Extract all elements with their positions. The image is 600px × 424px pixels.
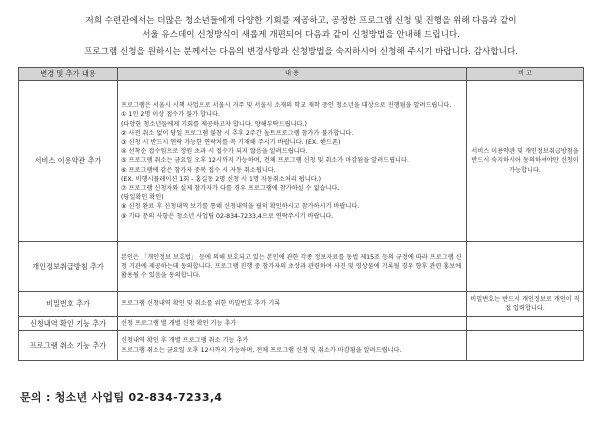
content-line: 신청내역 확인 후 개별 프로그램 취소 기능 추가 xyxy=(121,337,249,345)
content-line: 프로그램은 서울시 시책 사업으로 서울시 거주 및 서울시 소재의 학교 재학 중인 청소년을 대상으로 진행됨을 알려드립니다. xyxy=(121,102,452,110)
row-remark: 비밀번호는 반드시 개인정보로 개인이 직접 입력합니다. xyxy=(467,292,584,317)
table-header-row xyxy=(19,68,584,81)
content-line: ① 1인 2명 이상 접수가 불가 합니다. xyxy=(121,111,220,119)
content-line: 신청 프로그램 별 개별 신청 확인 기능 추가 xyxy=(121,319,237,327)
content-line: ⑤ 프로그램 취소는 금요일 오후 12시까지 가능하며, 전체 프로그램 신청 및 취소가 마감됨을 알려드립니다. xyxy=(121,157,409,165)
change-table xyxy=(18,67,584,361)
content-line: (다양한 청소년들에게 기회를 제공하고자 합니다. 양해부탁드립니다.) xyxy=(121,120,307,128)
contact-label: 문의 : xyxy=(20,391,51,404)
intro-text xyxy=(18,14,584,42)
row-label: 개인정보취급방침 추가 xyxy=(19,242,118,292)
row-remark: 서비스 이용약관 및 개인정보취급방침을 반드시 숙지하시어 동의하셔야만 신청이 가능합니다. xyxy=(467,81,584,242)
header-change: 변경 및 추가 내용 xyxy=(19,68,118,81)
row-content xyxy=(118,292,467,317)
row-remark xyxy=(467,242,584,292)
content-line: ⑦ 프로그램 신청자와 실제 참가자가 다를 경우 프로그램에 참가하실 수 없습니다. xyxy=(121,185,340,192)
content-line: 프로그램 신청내역 확인 및 취소를 위한 비밀번호 추가 기록 xyxy=(121,300,281,308)
content-line: ⑨ 기타 문의 사항은 청소년 사업팀 02-834-7233,4으로 연락주시기 바랍니다. xyxy=(121,212,334,220)
content-line: (당일확인 확인) xyxy=(121,194,164,202)
content-line: ③ 신청 시 반드시 연락 가능한 연락처를 꼭 기재해 주시기 바랍니다. (EX. 핸드폰) xyxy=(121,138,341,146)
content-line: ④ 선착순 접수임으로 정원 초과 시 접수가 되지 않음을 알려드립니다. xyxy=(121,148,308,156)
contact-text: 청소년 사업팀 02-834-7233,4 xyxy=(54,391,223,404)
intro-line-3: 프로그램 신청을 원하시는 분께서는 다음의 변경사항과 신청방법을 숙지하시어 신청해 주시기 바랍니다. 감사합니다. xyxy=(84,47,518,57)
content-line: ⑧ 신청 완료 후 신청내역 보기를 통해 신청내역을 필히 확인하시고 참가하시기 바랍니다. xyxy=(121,203,360,211)
intro-line-2: 서울 유스데이 신청방식이 새롭게 개편되어 다음과 같이 신청방법을 안내해 드립니다. xyxy=(142,30,460,40)
content-line: 본인은 「개인정보 보호법」 등에 의해 보호되고 있는 본인에 관한 각종 정보자료를 동법 제15조 등의 규정에 따라 프로그램 신청 기관에 제공하는데 동의합니다. 프로그램 진행 중 참가자의 초상과 관련하여 사진 및 영상물에 기록될 경우 향후 관련 홍보에 활용될 수 있음을 동의합니다. xyxy=(121,253,462,280)
content-line: ② 사전 취소 없이 당일 프로그램 불참 시 추후 2주간 높트프로그램 참가가 불가합니다. xyxy=(121,129,354,137)
table-row xyxy=(19,292,584,317)
row-content xyxy=(118,242,467,292)
content-line: 프로그램 취소는 금요일 오후 12시까지 가능하며, 전체 프로그램 신청 및 취소가 마감됨을 알려드립니다. xyxy=(121,346,402,354)
header-content: 내 용 xyxy=(118,68,467,81)
table-row xyxy=(19,242,584,292)
table-row xyxy=(19,81,584,242)
row-remark xyxy=(467,317,584,331)
table-row xyxy=(19,317,584,331)
content-line: ⑥ 프로그램에 같은 참가자 중복 접수 시 자동 취소됩니다. xyxy=(121,166,276,174)
header-remark: 비 고 xyxy=(467,68,584,81)
row-label: 비밀번호 추가 xyxy=(19,292,118,317)
row-content xyxy=(118,81,467,242)
row-label: 서비스 이용약관 추가 xyxy=(19,81,118,242)
content-line: (EX. 비행시뮬레이션 1회 - 홍길동 2명 신청 시 1명 자동취소처리 됩니다.) xyxy=(121,175,322,183)
intro-line-1: 저희 수련관에서는 더많은 청소년들에게 다양한 기회를 제공하고, 공정한 프로그램 신청 및 진행을 위해 다음과 같이 xyxy=(85,16,517,26)
row-label: 신청내역 확인 기능 추가 xyxy=(19,317,118,331)
row-label: 프로그램 취소 기능 추가 xyxy=(19,331,118,361)
table-row xyxy=(19,331,584,361)
contact-footer xyxy=(20,389,226,405)
row-content xyxy=(118,331,467,361)
row-remark xyxy=(467,331,584,361)
row-content xyxy=(118,317,467,331)
